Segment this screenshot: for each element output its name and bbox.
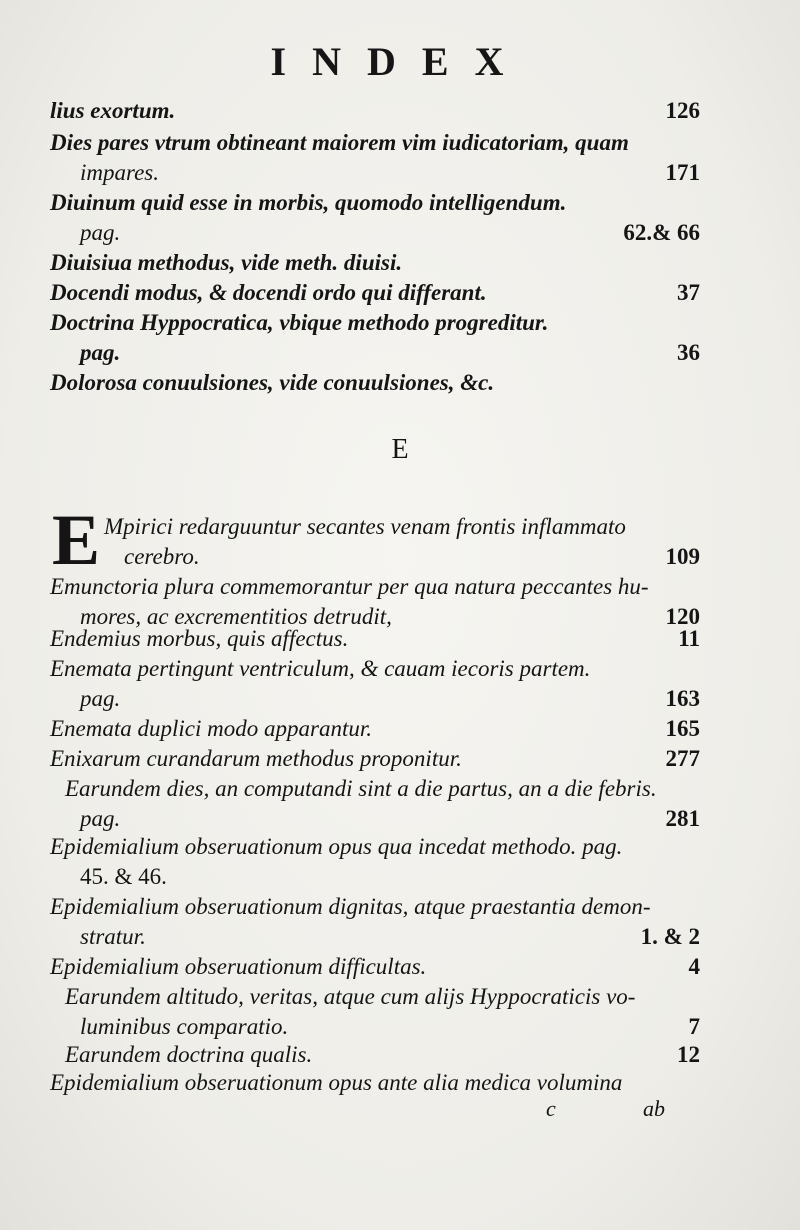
- signature-mark: c: [546, 1096, 556, 1121]
- page-number: 36: [677, 340, 700, 365]
- page-number: 62.& 66: [623, 220, 700, 245]
- page-number: 165: [665, 716, 700, 741]
- entry-text: Doctrina Hyppocratica, vbique methodo progreditur.: [50, 310, 549, 335]
- index-entry: [50, 368, 700, 398]
- catchword: ab: [643, 1096, 665, 1121]
- entry-text: Enemata pertingunt ventriculum, & cauam iecoris partem.: [50, 656, 591, 681]
- index-entry: [104, 512, 700, 572]
- entry-text-cont: luminibus comparatio.: [80, 1014, 289, 1039]
- index-entry: [50, 128, 700, 188]
- entry-text: Earundem doctrina qualis.: [65, 1042, 313, 1067]
- index-entry: [50, 832, 700, 892]
- section-letter: E: [391, 434, 409, 465]
- entry-text-cont: pag.: [80, 220, 121, 245]
- entry-text: Earundem altitudo, veritas, atque cum alijs Hyppocraticis vo-: [65, 984, 636, 1009]
- index-entry: [50, 278, 700, 308]
- page-number: 11: [678, 626, 700, 651]
- entry-text: Enemata duplici modo apparantur.: [50, 716, 372, 741]
- page-number: 7: [688, 1014, 700, 1039]
- entry-text-cont: pag.: [80, 340, 121, 365]
- index-entry: [50, 714, 700, 744]
- page-number: 12: [677, 1042, 700, 1067]
- page-number: 163: [665, 686, 700, 711]
- page-number: 281: [665, 806, 700, 831]
- entry-text: Epidemialium obseruationum difficultas.: [50, 954, 427, 979]
- drop-cap: E: [52, 500, 101, 580]
- page-number: 171: [665, 160, 700, 185]
- entry-text: Epidemialium obseruationum dignitas, atque praestantia demon-: [50, 894, 651, 919]
- page-number: 37: [677, 280, 700, 305]
- index-entry: [50, 308, 700, 368]
- entry-text-cont: pag.: [80, 686, 121, 711]
- entry-text: Dies pares vtrum obtineant maiorem vim iudicatoriam, quam: [50, 130, 629, 155]
- index-entry: [65, 774, 700, 834]
- page-number: 120: [665, 604, 700, 629]
- entry-text: Enixarum curandarum methodus proponitur.: [50, 746, 462, 771]
- index-entry: [65, 1040, 700, 1070]
- index-entry: [50, 1068, 700, 1098]
- index-entry: [50, 572, 700, 632]
- entry-text-cont: pag.: [80, 806, 121, 831]
- entry-text-cont: 45. & 46.: [80, 864, 167, 889]
- page-number: 277: [665, 746, 700, 771]
- entry-text: Docendi modus, & docendi ordo qui differant.: [50, 280, 487, 305]
- entry-text: Endemius morbus, quis affectus.: [50, 626, 349, 651]
- index-entry: [50, 624, 700, 654]
- entry-text: lius exortum.: [50, 98, 176, 123]
- index-entry: [50, 248, 700, 278]
- entry-text: Mpirici redarguuntur secantes venam frontis inflammato: [104, 514, 626, 539]
- index-entry: [50, 744, 700, 774]
- entry-text-cont: mores, ac excrementitios detrudit,: [80, 604, 392, 629]
- index-entry: [50, 892, 700, 952]
- entry-text: Diuisiua methodus, vide meth. diuisi.: [50, 250, 403, 275]
- page-number: 109: [665, 544, 700, 569]
- entry-text-cont: impares.: [80, 160, 160, 185]
- index-entry: [65, 982, 700, 1042]
- index-entry: [50, 952, 700, 982]
- entry-text: Dolorosa conuulsiones, vide conuulsiones, &c.: [50, 370, 495, 395]
- index-entry: [50, 654, 700, 714]
- entry-text: Diuinum quid esse in morbis, quomodo intelligendum.: [50, 190, 567, 215]
- entry-text: Epidemialium obseruationum opus ante alia medica volumina: [50, 1070, 623, 1095]
- entry-text-cont: stratur.: [80, 924, 146, 949]
- page-number: 4: [688, 954, 700, 979]
- entry-text: Earundem dies, an computandi sint a die partus, an a die febris.: [65, 776, 657, 801]
- page-number: 126: [665, 98, 700, 123]
- page-header: INDEX: [270, 39, 530, 84]
- index-entry: [50, 96, 700, 126]
- page-number: 1. & 2: [640, 924, 700, 949]
- entry-text: Emunctoria plura commemorantur per qua natura peccantes hu-: [50, 574, 649, 599]
- entry-text: Epidemialium obseruationum opus qua incedat methodo. pag.: [50, 834, 623, 859]
- index-entry: [50, 188, 700, 248]
- entry-text-cont: cerebro.: [124, 544, 200, 569]
